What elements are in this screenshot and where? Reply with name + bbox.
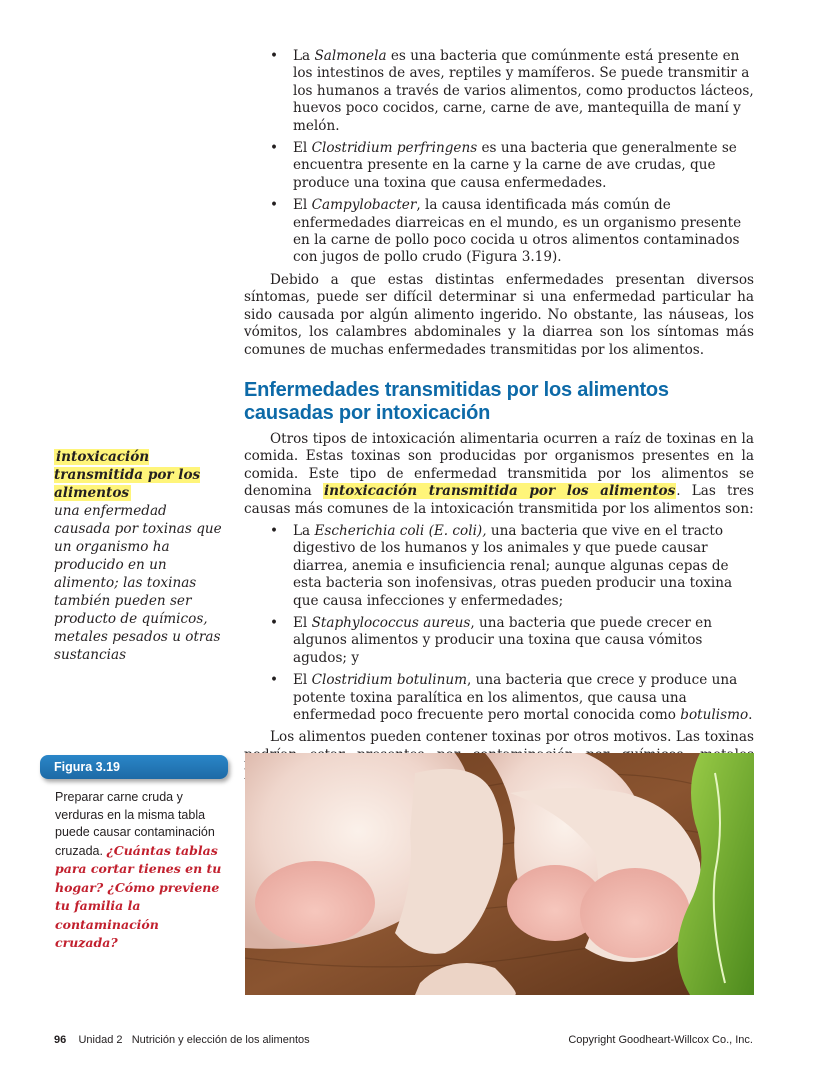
figure-caption: [55, 789, 225, 953]
list-item: • La Salmonela es una bacteria que comúnmente está presente en los intestinos de aves, reptiles y mamíferos. Se puede transmitir a los humanos a través de varios alimentos, como productos lácteos, huevos poco cocidos, carne, carne de ave, mantequilla de maní y melón.: [270, 48, 754, 134]
section-heading: Enfermedades transmitidas por los alimentos causadas por intoxicación: [244, 378, 669, 424]
page-number: 96: [54, 1034, 67, 1046]
figure-question: ¿Cuántas tablas para cortar tienes en tu hogar? ¿Cómo previene tu familia la contaminación cruzada?: [55, 842, 222, 950]
glossary-term: intoxicación transmitida por los alimentos: [54, 449, 201, 501]
figure-caption-text: Preparar carne cruda y verduras en la misma tabla puede causar contaminación cruzada.: [55, 790, 215, 858]
list-item: • El Campylobacter, la causa identificada más común de enfermedades diarreicas en el mundo, es un organismo presente en la carne de pollo poco cocida u otros alimentos contaminados con jugos de pollo crudo (Figura 3.19).: [270, 197, 742, 266]
chicken-drumsticks-illustration: [245, 753, 754, 995]
figure-label-tab: Figura 3.19: [40, 755, 228, 779]
list-item: • El Clostridium botulinum, una bacteria que crece y produce una potente toxina paralítica en los alimentos, que causa una enfermedad poco frecuente pero mortal conocida como botulismo.: [270, 672, 753, 723]
paragraph-other-toxins: Los alimentos pueden contener toxinas por otros motivos. Las toxinas: [270, 729, 754, 746]
bullet-list-causes: [244, 523, 754, 724]
footer-chapter: Nutrición y elección de los alimentos: [131, 1034, 310, 1046]
paragraph-intoxication: Otros tipos de intoxicación alimentaria ocurren a raíz de toxinas en la comida. Estas toxinas son producidas por organismos presentes en la comida. Este tipo de enfermedad transmitida por los alimentos se denomina intoxicación transmitida por los alimentos. Las tres causas más comunes de la intoxicación transmitida por los alimentos son:: [244, 430, 755, 517]
footer-copyright: Copyright Goodheart-Willcox Co., Inc.: [568, 1034, 753, 1046]
glossary-margin-note: [54, 448, 222, 664]
key-term[interactable]: intoxicación transmitida por los alimentos: [323, 483, 676, 500]
footer-left: [54, 1034, 310, 1046]
main-column: [244, 48, 754, 787]
bullet-list-bacteria: [244, 48, 754, 267]
list-item: • La Escherichia coli (E. coli), una bacteria que vive en el tracto digestivo de los humanos y los animales y que puede causar diarrea, anemia e insuficiencia renal; aunque algunas cepas de esta bacteria son inofensivas, otras pueden producir una toxina que causa infecciones y enfermedades;: [270, 522, 733, 609]
list-item: • El Clostridium perfringens es una bacteria que generalmente se encuentra presente en la carne y la carne de ave crudas, que produce una toxina que causa enfermedades.: [270, 140, 737, 191]
glossary-definition: una enfermedad causada por toxinas que un organismo ha producido en un alimento; las toxinas también pueden ser producto de químicos, metales pesados u otras sustancias: [54, 503, 222, 663]
list-item: • El Staphylococcus aureus, una bacteria que puede crecer en algunos alimentos y producir una toxina que causa vómitos agudos; y: [270, 614, 712, 666]
figure-photo-raw-chicken: [245, 753, 754, 995]
footer-unit: Unidad 2: [78, 1034, 123, 1046]
paragraph-symptoms: Debido a que estas distintas enfermedades presentan diversos síntomas, puede ser difícil determinar si una enfermedad particular ha sido causada por algún alimento ingerido. No obstante, las náuseas, los vómitos, los calambres abdominales y la diarrea son los síntomas más comunes de muchas enfermedades transmitidas por los alimentos.: [244, 271, 754, 358]
